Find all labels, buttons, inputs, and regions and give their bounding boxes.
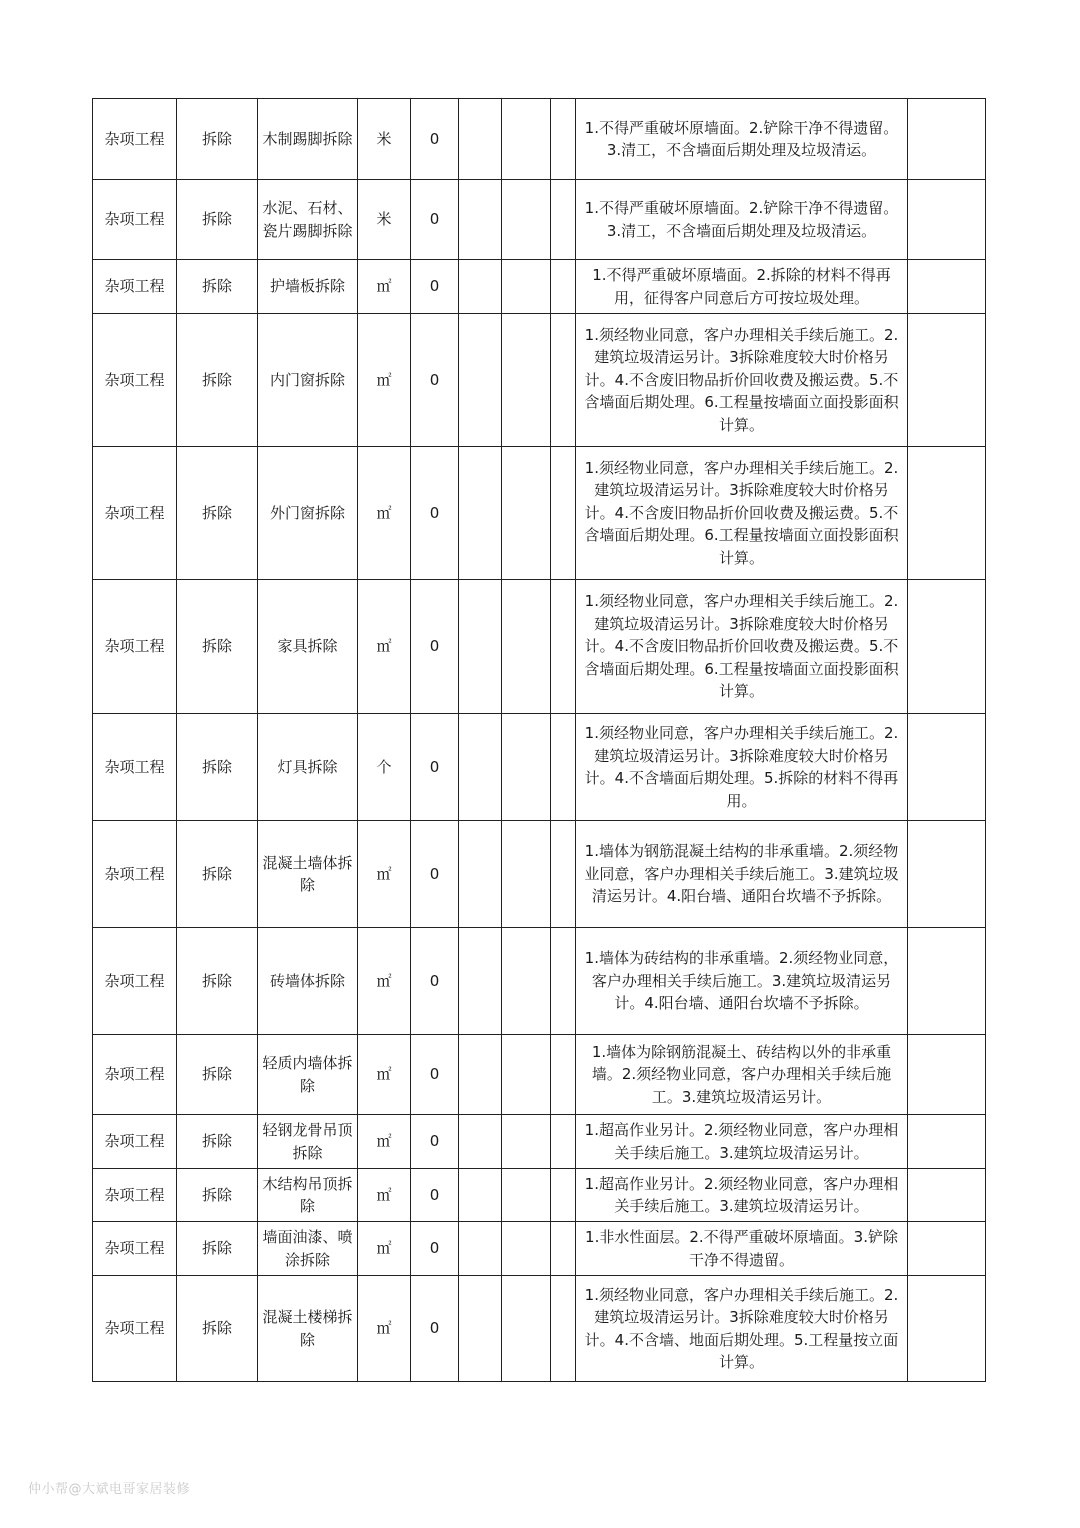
empty-cell [551, 99, 576, 180]
category-cell: 杂项工程 [93, 1276, 177, 1382]
empty-cell [551, 180, 576, 260]
empty-cell [908, 99, 986, 180]
quote-table [92, 98, 986, 1382]
empty-cell [459, 580, 502, 714]
empty-cell [502, 580, 551, 714]
note-cell: 1.墙体为钢筋混凝土结构的非承重墙。2.须经物业同意，客户办理相关手续后施工。3.建筑垃圾清运另计。4.阳台墙、通阳台坎墙不予拆除。 [576, 821, 908, 928]
empty-cell [459, 714, 502, 821]
unit-cell: ㎡ [358, 1276, 411, 1382]
empty-cell [502, 714, 551, 821]
quantity-cell: 0 [411, 99, 459, 180]
empty-cell [459, 1222, 502, 1276]
empty-cell [551, 580, 576, 714]
unit-cell: ㎡ [358, 1035, 411, 1115]
empty-cell [459, 1276, 502, 1382]
quantity-cell: 0 [411, 1115, 459, 1169]
quantity-cell: 0 [411, 180, 459, 260]
item-cell: 混凝土墙体拆除 [258, 821, 358, 928]
table-row [93, 180, 986, 260]
type-cell: 拆除 [177, 821, 258, 928]
empty-cell [908, 1115, 986, 1169]
empty-cell [551, 260, 576, 314]
table-row [93, 447, 986, 580]
empty-cell [459, 314, 502, 447]
empty-cell [502, 1222, 551, 1276]
unit-cell: 米 [358, 180, 411, 260]
quantity-cell: 0 [411, 928, 459, 1035]
type-cell: 拆除 [177, 1276, 258, 1382]
empty-cell [551, 1169, 576, 1222]
note-cell: 1.超高作业另计。2.须经物业同意，客户办理相关手续后施工。3.建筑垃圾清运另计。 [576, 1169, 908, 1222]
empty-cell [502, 1276, 551, 1382]
item-cell: 轻质内墙体拆除 [258, 1035, 358, 1115]
empty-cell [551, 821, 576, 928]
empty-cell [908, 1222, 986, 1276]
empty-cell [551, 1222, 576, 1276]
category-cell: 杂项工程 [93, 580, 177, 714]
unit-cell: ㎡ [358, 1115, 411, 1169]
empty-cell [908, 1276, 986, 1382]
category-cell: 杂项工程 [93, 314, 177, 447]
empty-cell [459, 821, 502, 928]
empty-cell [459, 1169, 502, 1222]
item-cell: 木制踢脚拆除 [258, 99, 358, 180]
type-cell: 拆除 [177, 314, 258, 447]
type-cell: 拆除 [177, 180, 258, 260]
quantity-cell: 0 [411, 1276, 459, 1382]
category-cell: 杂项工程 [93, 99, 177, 180]
empty-cell [551, 928, 576, 1035]
type-cell: 拆除 [177, 1222, 258, 1276]
unit-cell: 米 [358, 99, 411, 180]
table-row [93, 1222, 986, 1276]
item-cell: 墙面油漆、喷涂拆除 [258, 1222, 358, 1276]
item-cell: 内门窗拆除 [258, 314, 358, 447]
watermark: 仲小帮@大斌电哥家居装修 [28, 1482, 191, 1497]
table-row [93, 928, 986, 1035]
table-row [93, 1035, 986, 1115]
empty-cell [551, 1276, 576, 1382]
quantity-cell: 0 [411, 1035, 459, 1115]
item-cell: 外门窗拆除 [258, 447, 358, 580]
empty-cell [459, 99, 502, 180]
table-row [93, 1276, 986, 1382]
empty-cell [551, 714, 576, 821]
table-row [93, 1115, 986, 1169]
empty-cell [502, 180, 551, 260]
unit-cell: ㎡ [358, 1222, 411, 1276]
table-row [93, 1169, 986, 1222]
empty-cell [459, 447, 502, 580]
empty-cell [908, 314, 986, 447]
empty-cell [908, 928, 986, 1035]
empty-cell [502, 99, 551, 180]
category-cell: 杂项工程 [93, 260, 177, 314]
category-cell: 杂项工程 [93, 1035, 177, 1115]
type-cell: 拆除 [177, 928, 258, 1035]
type-cell: 拆除 [177, 447, 258, 580]
table-row [93, 580, 986, 714]
category-cell: 杂项工程 [93, 928, 177, 1035]
empty-cell [551, 1035, 576, 1115]
empty-cell [502, 1035, 551, 1115]
empty-cell [502, 260, 551, 314]
item-cell: 木结构吊顶拆除 [258, 1169, 358, 1222]
note-cell: 1.须经物业同意，客户办理相关手续后施工。2.建筑垃圾清运另计。3拆除难度较大时价格另计。4.不含废旧物品折价回收费及搬运费。5.不含墙面后期处理。6.工程量按墙面立面投影面积计算。 [576, 580, 908, 714]
unit-cell: ㎡ [358, 260, 411, 314]
empty-cell [459, 1115, 502, 1169]
note-cell: 1.须经物业同意，客户办理相关手续后施工。2.建筑垃圾清运另计。3拆除难度较大时价格另计。4.不含墙、地面后期处理。5.工程量按立面计算。 [576, 1276, 908, 1382]
note-cell: 1.须经物业同意，客户办理相关手续后施工。2.建筑垃圾清运另计。3拆除难度较大时价格另计。4.不含废旧物品折价回收费及搬运费。5.不含墙面后期处理。6.工程量按墙面立面投影面积计算。 [576, 447, 908, 580]
empty-cell [551, 1115, 576, 1169]
category-cell: 杂项工程 [93, 714, 177, 821]
table-row [93, 99, 986, 180]
unit-cell: ㎡ [358, 1169, 411, 1222]
empty-cell [502, 821, 551, 928]
note-cell: 1.非水性面层。2.不得严重破坏原墙面。3.铲除干净不得遗留。 [576, 1222, 908, 1276]
unit-cell: ㎡ [358, 580, 411, 714]
quantity-cell: 0 [411, 821, 459, 928]
empty-cell [908, 447, 986, 580]
category-cell: 杂项工程 [93, 1115, 177, 1169]
quantity-cell: 0 [411, 314, 459, 447]
quantity-cell: 0 [411, 447, 459, 580]
item-cell: 水泥、石材、瓷片踢脚拆除 [258, 180, 358, 260]
note-cell: 1.墙体为除钢筋混凝土、砖结构以外的非承重墙。2.须经物业同意，客户办理相关手续后施工。3.建筑垃圾清运另计。 [576, 1035, 908, 1115]
note-cell: 1.超高作业另计。2.须经物业同意，客户办理相关手续后施工。3.建筑垃圾清运另计。 [576, 1115, 908, 1169]
unit-cell: ㎡ [358, 821, 411, 928]
category-cell: 杂项工程 [93, 447, 177, 580]
empty-cell [459, 1035, 502, 1115]
empty-cell [908, 1169, 986, 1222]
item-cell: 护墙板拆除 [258, 260, 358, 314]
note-cell: 1.须经物业同意，客户办理相关手续后施工。2.建筑垃圾清运另计。3拆除难度较大时价格另计。4.不含墙面后期处理。5.拆除的材料不得再用。 [576, 714, 908, 821]
note-cell: 1.不得严重破坏原墙面。2.铲除干净不得遗留。3.清工，不含墙面后期处理及垃圾清运。 [576, 99, 908, 180]
item-cell: 砖墙体拆除 [258, 928, 358, 1035]
empty-cell [459, 180, 502, 260]
category-cell: 杂项工程 [93, 821, 177, 928]
quantity-cell: 0 [411, 260, 459, 314]
quantity-cell: 0 [411, 580, 459, 714]
item-cell: 灯具拆除 [258, 714, 358, 821]
note-cell: 1.不得严重破坏原墙面。2.铲除干净不得遗留。3.清工，不含墙面后期处理及垃圾清运。 [576, 180, 908, 260]
unit-cell: 个 [358, 714, 411, 821]
empty-cell [908, 1035, 986, 1115]
empty-cell [908, 260, 986, 314]
unit-cell: ㎡ [358, 447, 411, 580]
empty-cell [551, 447, 576, 580]
type-cell: 拆除 [177, 580, 258, 714]
type-cell: 拆除 [177, 714, 258, 821]
empty-cell [551, 314, 576, 447]
empty-cell [502, 1169, 551, 1222]
category-cell: 杂项工程 [93, 1169, 177, 1222]
empty-cell [908, 821, 986, 928]
table-row [93, 260, 986, 314]
note-cell: 1.墙体为砖结构的非承重墙。2.须经物业同意，客户办理相关手续后施工。3.建筑垃圾清运另计。4.阳台墙、通阳台坎墙不予拆除。 [576, 928, 908, 1035]
table-row [93, 314, 986, 447]
table-row [93, 821, 986, 928]
item-cell: 混凝土楼梯拆除 [258, 1276, 358, 1382]
empty-cell [502, 447, 551, 580]
empty-cell [459, 928, 502, 1035]
type-cell: 拆除 [177, 1169, 258, 1222]
type-cell: 拆除 [177, 260, 258, 314]
quantity-cell: 0 [411, 1222, 459, 1276]
empty-cell [502, 1115, 551, 1169]
category-cell: 杂项工程 [93, 1222, 177, 1276]
type-cell: 拆除 [177, 1115, 258, 1169]
item-cell: 轻钢龙骨吊顶拆除 [258, 1115, 358, 1169]
empty-cell [502, 928, 551, 1035]
empty-cell [908, 580, 986, 714]
note-cell: 1.不得严重破坏原墙面。2.拆除的材料不得再用，征得客户同意后方可按垃圾处理。 [576, 260, 908, 314]
empty-cell [502, 314, 551, 447]
type-cell: 拆除 [177, 1035, 258, 1115]
quantity-cell: 0 [411, 1169, 459, 1222]
unit-cell: ㎡ [358, 928, 411, 1035]
empty-cell [459, 260, 502, 314]
quantity-cell: 0 [411, 714, 459, 821]
note-cell: 1.须经物业同意，客户办理相关手续后施工。2.建筑垃圾清运另计。3拆除难度较大时价格另计。4.不含废旧物品折价回收费及搬运费。5.不含墙面后期处理。6.工程量按墙面立面投影面积计算。 [576, 314, 908, 447]
item-cell: 家具拆除 [258, 580, 358, 714]
type-cell: 拆除 [177, 99, 258, 180]
table-row [93, 714, 986, 821]
category-cell: 杂项工程 [93, 180, 177, 260]
empty-cell [908, 180, 986, 260]
unit-cell: ㎡ [358, 314, 411, 447]
empty-cell [908, 714, 986, 821]
